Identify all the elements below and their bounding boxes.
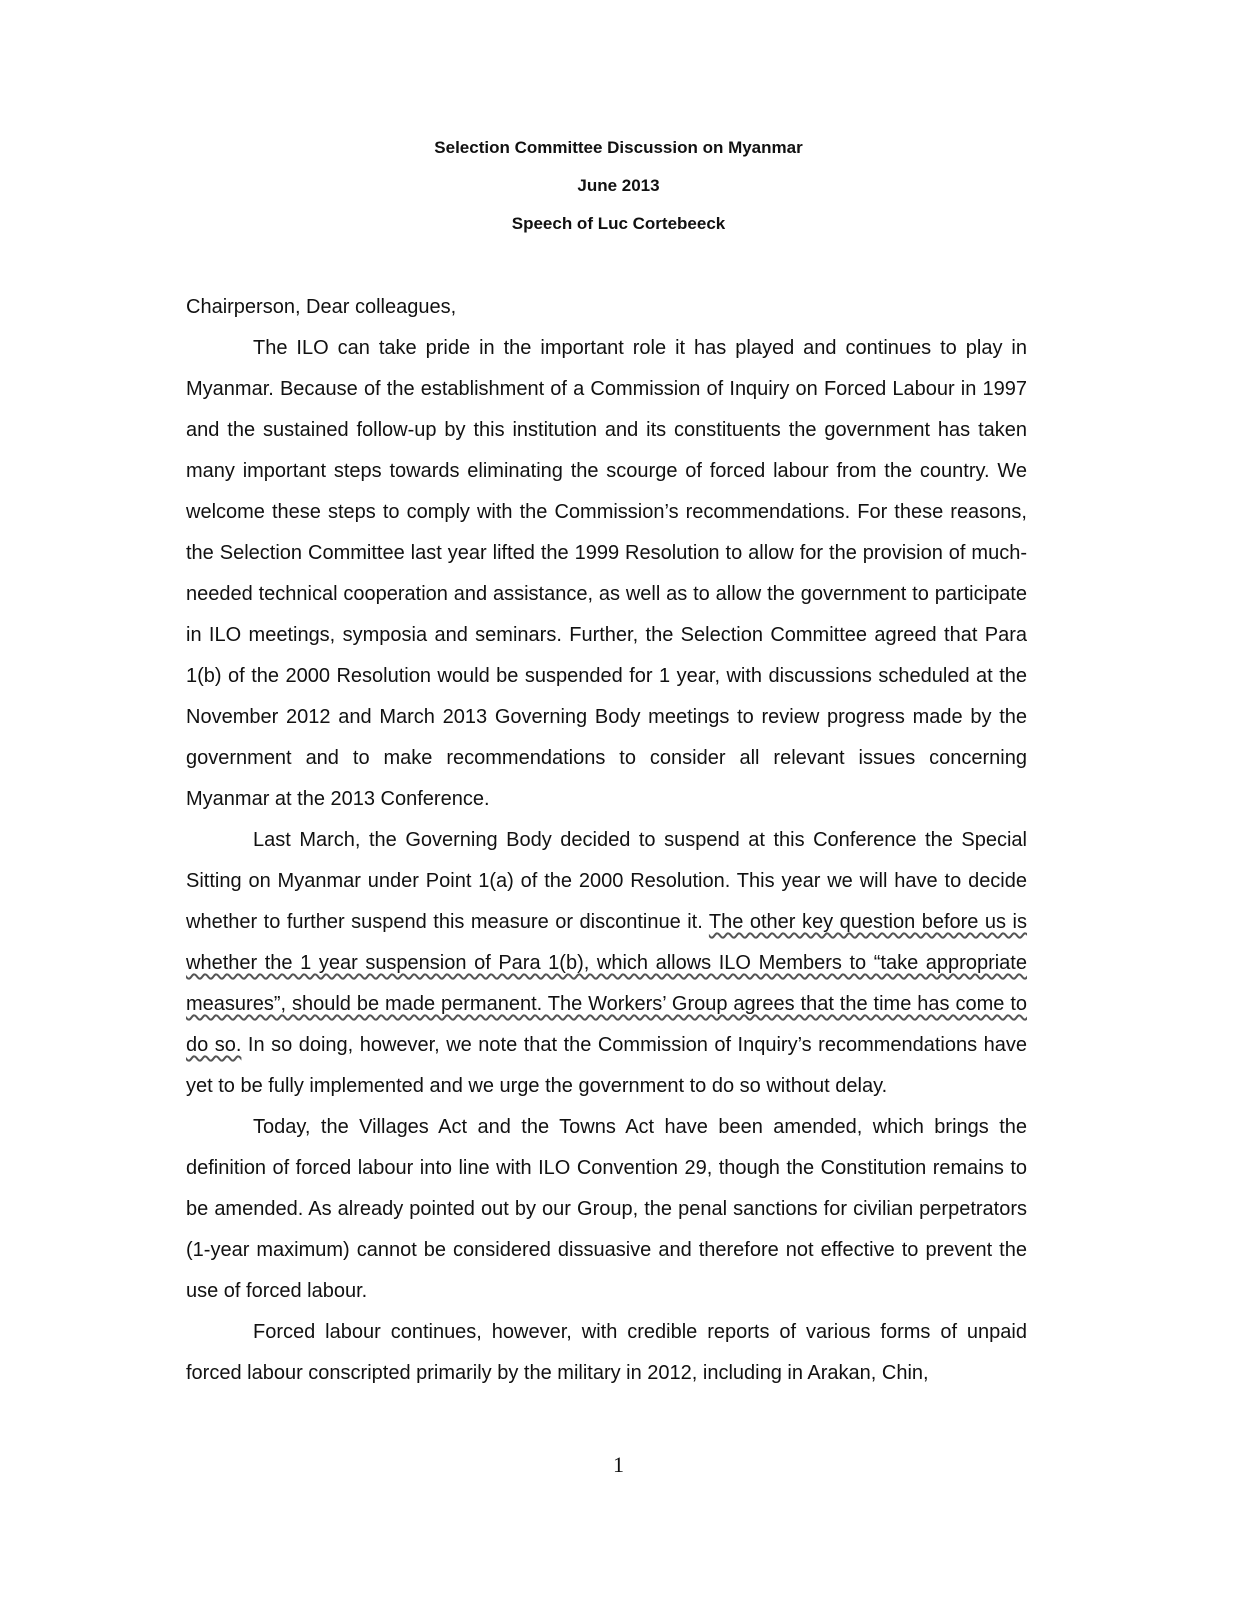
paragraph-3: Today, the Villages Act and the Towns Act have been amended, which brings the definition of forced labour into line with ILO Convention 29, though the Constitution remains to be amended. As already pointed out by our Group, the penal sanctions for civilian perpetrators (1-year maximum) cannot be considered dissuasive and therefore not effective to prevent the use of forced labour. xyxy=(186,1116,1027,1302)
document-date: June 2013 xyxy=(577,176,660,195)
page-number: 1 xyxy=(613,1452,624,1477)
paragraph-2-underlined: The other key question before us is whether the 1 year suspension of Para 1(b), which allows ILO Members to “take appropriate measures”, should be made permanent. The Workers’ Group agrees that the time has come to do so. xyxy=(186,911,1028,1056)
paragraph-2-start: Last March, the Governing Body decided to suspend at this Conference the Special Sitting on Myanmar under Point 1(a) of the 2000 Resolution. This year we will have to decide whether to further suspend this measure or discontinue it. xyxy=(186,829,1027,933)
paragraph-4: Forced labour continues, however, with credible reports of various forms of unpaid forced labour conscripted primarily by the military in 2012, including in Arakan, Chin, xyxy=(186,1321,1027,1384)
document-title: Selection Committee Discussion on Myanmar xyxy=(434,138,803,157)
document-body xyxy=(186,287,1027,1394)
document-speaker: Speech of Luc Cortebeeck xyxy=(511,214,726,233)
paragraph-1: The ILO can take pride in the important role it has played and continues to play in Myanmar. Because of the establishment of a Commission of Inquiry on Forced Labour in 1997 and the sustained follow-up by this institution and its constituents the government has taken many important steps towards eliminating the scourge of forced labour from the country. We welcome these steps to comply with the Commission’s recommendations. For these reasons, the Selection Committee last year lifted the 1999 Resolution to allow for the provision of much-needed technical cooperation and assistance, as well as to allow the government to participate in ILO meetings, symposia and seminars. Further, the Selection Committee agreed that Para 1(b) of the 2000 Resolution would be suspended for 1 year, with discussions scheduled at the November 2012 and March 2013 Governing Body meetings to review progress made by the government and to make recommendations to consider all relevant issues concerning Myanmar at the 2013 Conference. xyxy=(186,337,1027,810)
paragraph-2-end: In so doing, however, we note that the Commission of Inquiry’s recommendations have yet to be fully implemented and we urge the government to do so without delay. xyxy=(186,1034,1027,1097)
paragraph-2 xyxy=(186,820,1027,1107)
salutation: Chairperson, Dear colleagues, xyxy=(186,296,457,318)
